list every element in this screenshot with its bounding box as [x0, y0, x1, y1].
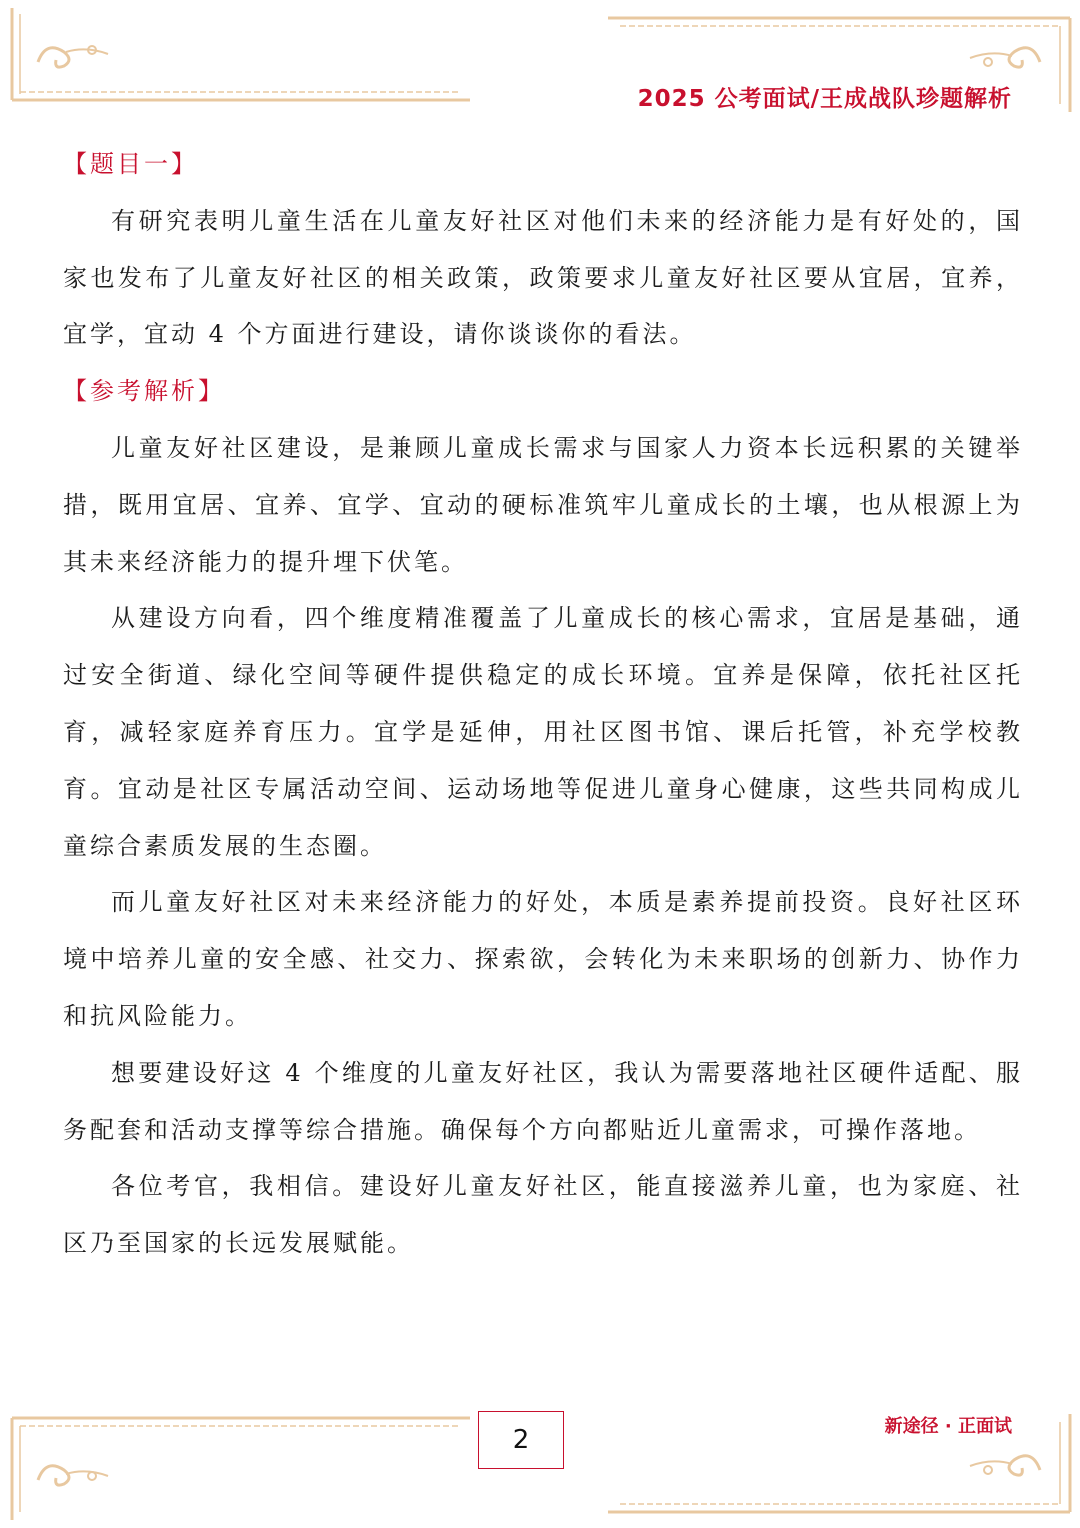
question-paragraph: 有研究表明儿童生活在儿童友好社区对他们未来的经济能力是有好处的，国家也发布了儿童友好社区的相关政策，政策要求儿童友好社区要从宜居，宜养，宜学，宜动 4 个方面进行建设，请你谈谈你的看法。	[63, 206, 1023, 349]
analysis-paragraph-4: 想要建设好这 4 个维度的儿童友好社区，我认为需要落地社区硬件适配、服务配套和活动支撑等综合措施。确保每个方向都贴近儿童需求，可操作落地。	[63, 1058, 1023, 1144]
question-label: 【题目一】	[63, 150, 198, 178]
analysis-paragraph-3: 而儿童友好社区对未来经济能力的好处，本质是素养提前投资。良好社区环境中培养儿童的安全感、社交力、探索欲，会转化为未来职场的创新力、协作力和抗风险能力。	[63, 888, 1023, 1030]
footer-slogan: 新途径 · 正面试	[884, 1416, 1012, 1437]
header-title: 2025 公考面试/王成战队珍题解析	[637, 86, 1012, 112]
bottom-left-ornament	[0, 1408, 480, 1528]
analysis-paragraph-2: 从建设方向看，四个维度精准覆盖了儿童成长的核心需求，宜居是基础，通过安全街道、绿化空间等硬件提供稳定的成长环境。宜养是保障，依托社区托育，减轻家庭养育压力。宜学是延伸，用社区图书馆、课后托管，补充学校教育。宜动是社区专属活动空间、运动场地等促进儿童身心健康，这些共同构成儿童综合素质发展的生态圈。	[63, 604, 1023, 860]
analysis-paragraph-1: 儿童友好社区建设，是兼顾儿童成长需求与国家人力资本长远积累的关键举措，既用宜居、宜养、宜学、宜动的硬标准筑牢儿童成长的土壤，也从根源上为其未来经济能力的提升埋下伏笔。	[63, 433, 1023, 576]
analysis-label: 【参考解析】	[63, 377, 225, 406]
analysis-paragraph-5: 各位考官，我相信。建设好儿童友好社区，能直接滋养儿童，也为家庭、社区乃至国家的长远发展赋能。	[63, 1172, 1023, 1258]
page-number: 2	[478, 1411, 564, 1469]
document-body	[63, 136, 1023, 1272]
top-left-ornament	[0, 0, 480, 110]
